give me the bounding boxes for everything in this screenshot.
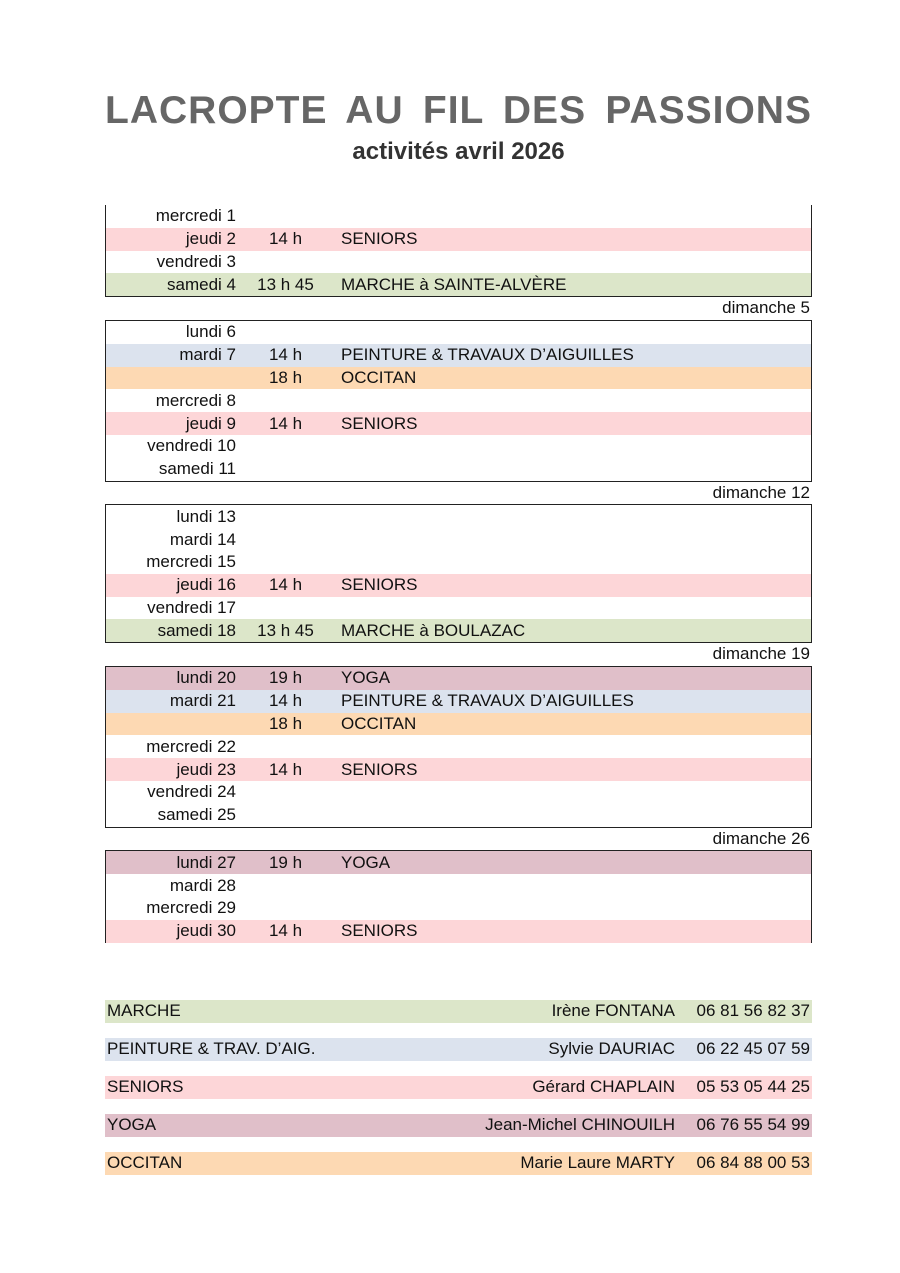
day-label: samedi 4 xyxy=(167,274,236,294)
day-row xyxy=(106,435,811,458)
time-label: 14 h xyxy=(268,759,303,779)
time-label: 14 h xyxy=(268,575,303,595)
time-label: 14 h xyxy=(268,345,303,365)
contact-activity: MARCHE xyxy=(107,1001,181,1021)
day-row xyxy=(106,735,811,758)
week-block xyxy=(105,320,812,482)
contact-row xyxy=(105,1114,812,1137)
day-label: mercredi 8 xyxy=(155,390,236,410)
day-row xyxy=(106,920,811,943)
activity-label: SENIORS xyxy=(341,575,418,595)
contact-phone: 05 53 05 44 25 xyxy=(696,1077,810,1097)
calendar xyxy=(105,205,812,943)
contact-row xyxy=(105,1000,812,1023)
contact-phone: 06 22 45 07 59 xyxy=(696,1039,810,1059)
day-row xyxy=(106,228,811,251)
time-label: 19 h xyxy=(268,852,303,872)
day-label: lundi 27 xyxy=(176,852,236,872)
day-row xyxy=(106,897,811,920)
activity-label: PEINTURE & TRAVAUX D’AIGUILLES xyxy=(341,345,634,365)
day-row xyxy=(106,781,811,804)
day-label: lundi 13 xyxy=(176,506,236,526)
week-block xyxy=(105,504,812,643)
page-subtitle: activités avril 2026 xyxy=(352,138,565,165)
page-title: LACROPTE AU FIL DES PASSIONS xyxy=(105,89,812,132)
day-label: mercredi 29 xyxy=(146,898,236,918)
day-label: mardi 21 xyxy=(169,691,236,711)
sunday-label: dimanche 26 xyxy=(712,828,810,848)
day-row xyxy=(106,597,811,620)
day-label: samedi 11 xyxy=(158,459,236,479)
contact-phone: 06 84 88 00 53 xyxy=(696,1153,810,1173)
sunday-label: dimanche 19 xyxy=(712,644,810,664)
day-row xyxy=(106,551,811,574)
day-label: samedi 18 xyxy=(157,620,236,640)
day-row xyxy=(106,713,811,736)
day-label: vendredi 24 xyxy=(147,782,236,802)
day-label: vendredi 17 xyxy=(147,597,236,617)
time-label: 14 h xyxy=(268,229,303,249)
day-label: jeudi 9 xyxy=(185,413,236,433)
day-label: mardi 7 xyxy=(179,345,236,365)
time-label: 13 h 45 xyxy=(257,274,314,294)
contacts-list xyxy=(105,1000,812,1190)
day-label: mercredi 22 xyxy=(146,736,236,756)
day-row xyxy=(106,205,811,228)
contact-person: Gérard CHAPLAIN xyxy=(532,1077,675,1097)
contact-activity: SENIORS xyxy=(107,1077,184,1097)
day-row xyxy=(106,758,811,781)
contact-phone: 06 76 55 54 99 xyxy=(696,1115,810,1135)
day-row xyxy=(106,667,811,690)
activity-label: MARCHE à BOULAZAC xyxy=(341,620,526,640)
contact-row xyxy=(105,1038,812,1061)
activity-label: YOGA xyxy=(341,852,391,872)
day-row xyxy=(106,273,811,296)
week-block xyxy=(105,205,812,297)
time-label: 19 h xyxy=(268,668,303,688)
week-block xyxy=(105,850,812,942)
day-label: vendredi 10 xyxy=(147,436,236,456)
activity-label: SENIORS xyxy=(341,759,418,779)
activity-label: OCCITAN xyxy=(341,713,417,733)
day-row xyxy=(106,389,811,412)
contact-row xyxy=(105,1152,812,1175)
day-row xyxy=(106,874,811,897)
day-row xyxy=(106,458,811,481)
activity-label: OCCITAN xyxy=(341,367,417,387)
day-label: lundi 20 xyxy=(176,668,236,688)
day-label: mardi 28 xyxy=(169,875,236,895)
sunday-label: dimanche 12 xyxy=(712,482,810,502)
day-row xyxy=(106,344,811,367)
time-label: 14 h xyxy=(268,691,303,711)
day-row xyxy=(106,804,811,827)
day-row xyxy=(106,851,811,874)
day-label: jeudi 16 xyxy=(176,575,236,595)
contact-row xyxy=(105,1076,812,1099)
time-label: 14 h xyxy=(268,413,303,433)
day-label: jeudi 30 xyxy=(176,921,236,941)
day-row xyxy=(106,321,811,344)
contact-person: Sylvie DAURIAC xyxy=(548,1039,675,1059)
contact-activity: OCCITAN xyxy=(107,1153,183,1173)
day-row xyxy=(106,505,811,528)
contact-phone: 06 81 56 82 37 xyxy=(696,1001,810,1021)
day-label: mercredi 15 xyxy=(146,552,236,572)
contact-person: Jean-Michel CHINOUILH xyxy=(485,1115,675,1135)
day-label: jeudi 2 xyxy=(185,229,236,249)
day-row xyxy=(106,690,811,713)
day-row xyxy=(106,251,811,274)
day-label: mardi 14 xyxy=(169,529,236,549)
time-label: 13 h 45 xyxy=(257,620,314,640)
contact-activity: YOGA xyxy=(107,1115,157,1135)
day-row xyxy=(106,367,811,390)
day-label: vendredi 3 xyxy=(156,251,236,271)
sunday-label: dimanche 5 xyxy=(722,298,810,318)
time-label: 18 h xyxy=(268,367,303,387)
activity-label: SENIORS xyxy=(341,413,418,433)
time-label: 18 h xyxy=(268,713,303,733)
day-row xyxy=(106,528,811,551)
activity-label: SENIORS xyxy=(341,921,418,941)
activity-label: SENIORS xyxy=(341,229,418,249)
day-label: lundi 6 xyxy=(185,322,236,342)
contact-person: Irène FONTANA xyxy=(551,1001,675,1021)
day-label: samedi 25 xyxy=(157,805,236,825)
week-block xyxy=(105,666,812,828)
day-row xyxy=(106,619,811,642)
activity-label: YOGA xyxy=(341,668,391,688)
time-label: 14 h xyxy=(268,921,303,941)
contact-activity: PEINTURE & TRAV. D’AIG. xyxy=(107,1039,316,1059)
activity-label: MARCHE à SAINTE-ALVÈRE xyxy=(341,274,567,294)
activity-label: PEINTURE & TRAVAUX D’AIGUILLES xyxy=(341,691,634,711)
contact-person: Marie Laure MARTY xyxy=(520,1153,675,1173)
day-row xyxy=(106,574,811,597)
day-label: mercredi 1 xyxy=(155,206,236,226)
day-label: jeudi 23 xyxy=(176,759,236,779)
day-row xyxy=(106,412,811,435)
